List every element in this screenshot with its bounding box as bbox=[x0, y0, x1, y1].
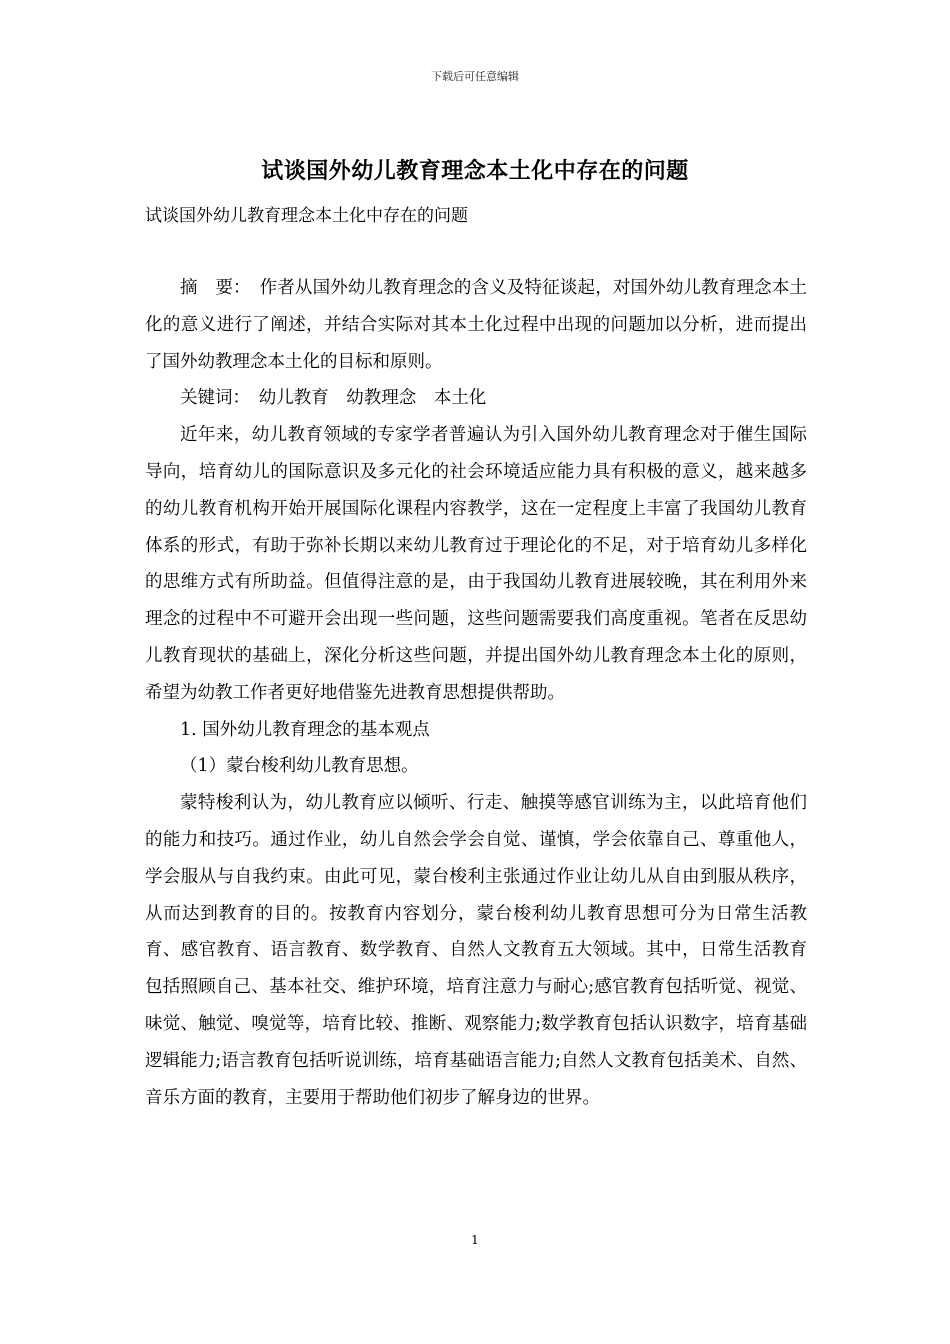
abstract-paragraph: 摘 要： 作者从国外幼儿教育理念的含义及特征谈起，对国外幼儿教育理念本土化的意义进行了阐述，并结合实际对其本土化过程中出现的问题加以分析，进而提出了国外幼教理念本土化的目标和原则。 bbox=[145, 278, 807, 372]
document-title: 试谈国外幼儿教育理念本土化中存在的问题 bbox=[261, 158, 689, 184]
intro-paragraph: 近年来，幼儿教育领域的专家学者普遍认为引入国外幼儿教育理念对于催生国际导向，培育幼儿的国际意识及多元化的社会环境适应能力具有积极的意义，越来越多的幼儿教育机构开始开展国际化课程内容教学，这在一定程度上丰富了我国幼儿教育体系的形式，有助于弥补长期以来幼儿教育过于理论化的不足，对于培育幼儿多样化的思维方式有所助益。但值得注意的是，由于我国幼儿教育进展较晚，其在利用外来理念的过程中不可避开会出现一些问题，这些问题需要我们高度重视。笔者在反思幼儿教育现状的基础上，深化分析这些问题，并提出国外幼儿教育理念本土化的原则，希望为幼教工作者更好地借鉴先进教育思想提供帮助。 bbox=[145, 425, 807, 703]
subsection-heading: （1）蒙台梭利幼儿教育思想。 bbox=[180, 756, 419, 777]
body-paragraph: 蒙特梭利认为，幼儿教育应以倾听、行走、触摸等感官训练为主，以此培育他们的能力和技巧。通过作业，幼儿自然会学会自觉、谨慎，学会依靠自己、尊重他人，学会服从与自我约束。由此可见，蒙台梭利主张通过作业让幼儿从自由到服从秩序，从而达到教育的目的。按教育内容划分，蒙台梭利幼儿教育思想可分为日常生活教育、感官教育、语言教育、数学教育、自然人文教育五大领域。其中，日常生活教育包括照顾自己、基本社交、维护环境，培育注意力与耐心;感官教育包括听觉、视觉、味觉、触觉、嗅觉等，培育比较、推断、观察能力;数学教育包括认识数字，培育基础逻辑能力;语言教育包括听说训练，培育基础语言能力;自然人文教育包括美术、自然、音乐方面的教育，主要用于帮助他们初步了解身边的世界。 bbox=[145, 793, 807, 1108]
document-body bbox=[145, 270, 807, 1116]
keywords-paragraph: 关键词： 幼儿教育 幼教理念 本土化 bbox=[180, 388, 487, 409]
page-number: 1 bbox=[471, 1233, 479, 1247]
section-heading: 1. 国外幼儿教育理念的基本观点 bbox=[180, 719, 430, 740]
header-note: 下载后可任意编辑 bbox=[431, 70, 519, 83]
document-subtitle: 试谈国外幼儿教育理念本土化中存在的问题 bbox=[145, 206, 468, 226]
